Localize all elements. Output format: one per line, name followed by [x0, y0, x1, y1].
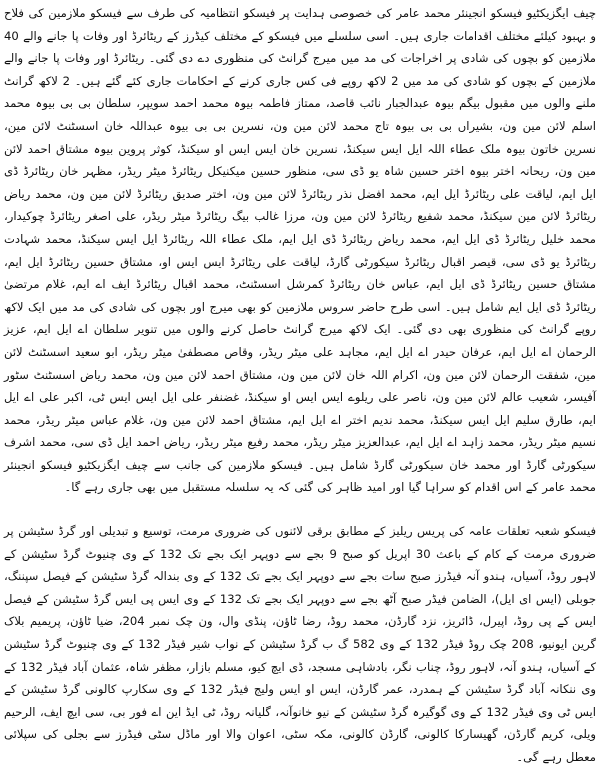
article-marriage-grant: چیف ایگزیکٹیو فیسکو انجینئر محمد عامر کی خصوصی ہدایت پر فیسکو انتظامیہ کی طرف سے فیسکو ملازمین کی فلاح و بہبود کیلئے مختلف اقدامات جاری ہیں۔ اسی سلسلے میں فیسکو کے مختلف کیڈرز کے ریٹائرڈ اور وفات پا جانے والے 40 ملازمین کو بچوں کی شادی پر اخراجات کی مد میں میرج گرانٹ کی منظوری دے دی گئی۔ ریٹائرڈ اور وفات پا جانے والے ملازمین کے بچوں کو شادی کی مد میں 2 لاکھ روپے فی کس جاری کرنے کے احکامات جاری کئے گئے ہیں۔ 2 لاکھ گرانٹ ملنے والوں میں مقبول بیگم بیوہ عبدالجبار نائب قاصد، ممتاز فاطمہ بیوہ محمد احمد سویپر، سلطان بی بی بیوہ محمد اسلم لائن مین ون، بشیراں بی بی بیوہ تاج محمد لائن مین ون، نسرین بی بی بیوہ عبداللہ خان اسسٹنٹ لائن مین، نسرین خاتون بیوہ ملک عطاء اللہ ایل ایس سیکنڈ، نسرین خان ایس ایس او سیکنڈ، کوثر پروین بیوہ مشتاق احمد لائن مین ون، ریحانہ اختر بیوہ اختر حسین شاہ یو ڈی سی، منظور حسین میکنیکل ریٹائرڈ میٹر ریڈر، مظہر خان ریٹائرڈ ڈی ایل ایم، لیاقت علی ریٹائرڈ ایل ایم، محمد افضل نذر ریٹائرڈ لائن مین ون، اختر صدیق ریٹائرڈ لائن مین ون، محمد ریاض ریٹائرڈ لائن مین سیکنڈ، محمد شفیع ریٹائرڈ لائن مین ون، مرزا غالب بیگ ریٹائرڈ میٹر ریڈر، علی اصغر ریٹائرڈ چوکیدار، محمد خلیل ریٹائرڈ ڈی ایل ایم، محمد ریاض ریٹائرڈ ڈی ایل ایم، ملک عطاء اللہ ریٹائرڈ ایل ایس سیکنڈ، محمد شہادت ریٹائرڈ یو ڈی سی، قیصر اقبال ریٹائرڈ سیکورٹی گارڈ، لیاقت علی ریٹائرڈ ایس ایس او، مشتاق حسین ریٹائرڈ ایل ایم، مشتاق حسین ریٹائرڈ ڈی ایل ایم، عباس خان ریٹائرڈ کمرشل اسسٹنٹ، محمد اقبال ریٹائرڈ ایف اے ایم، غلام مرتضیٰ ریٹائرڈ ڈی ایل ایم شامل ہیں۔ اسی طرح حاضر سروس ملازمین کو بھی میرج اور بچوں کی شادی کی مد میں ایک لاکھ روپے گرانٹ کی منظوری بھی دی گئی۔ ایک لاکھ میرج گرانٹ حاصل کرنے والوں میں تنویر سلطان اے ایل ایم، عزیز الرحمان اے ایل ایم، عرفان حیدر اے ایل ایم، مجاہد علی میٹر ریڈر، وقاص مصطفیٰ میٹر ریڈر، ابو سعید اسسٹنٹ لائن مین، شفقت الرحمان لائن مین ون، اکرام اللہ خان لائن مین ون، مشتاق احمد لائن مین ون، محمد ریاض اسسٹنٹ سٹور آفیسر، شعیب عالم لائن مین ون، ناصر علی ریلوے ایس ایس او سیکنڈ، غضنفر علی ایل ایس ایس ٹی، اکبر علی اے ایل ایم، طارق سلیم ایل ایس سیکنڈ، محمد ندیم اختر اے ایل ایم، مشتاق احمد لائن مین ون، غلام عباس میٹر ریڈر، محمد نسیم میٹر ریڈر، محمد زاہد اے ایل ایم، عبدالعزیز میٹر ریڈر، محمد رفیع میٹر ریڈر، ریاض احمد ایل ڈی سی، محمد اشرف سیکورٹی گارڈ اور محمد خان سیکورٹی گارڈ شامل ہیں۔ فیسکو ملازمین کی جانب سے چیف ایگزیکٹیو فیسکو انجینئر محمد عامر کے اس اقدام کو سراہا گیا اور امید ظاہر کی گئی کہ یہ سلسلہ مستقبل میں بھی جاری رہے گا۔ [4, 6, 597, 495]
article-power-shutdown: فیسکو شعبہ تعلقات عامہ کی پریس ریلیز کے مطابق برقی لائنوں کی ضروری مرمت، توسیع و تبدیلی اور گرڈ سٹیشن پر ضروری مرمت کے کام کے باعث 30 اپریل کو صبح 9 بجے سے دوپہر ایک بجے تک 132 کے وی چنیوٹ گرڈ سٹیشن کے لاہور روڈ، آسیاں، ہندو آنہ فیڈرز صبح سات بجے سے دوپہر ایک بجے تک 132 کے وی بندالہ گرڈ سٹیشن کے فیصل سپننگ، جوبلی (ایس ای ایل)، الضامن فیڈر صبح آٹھ بجے سے دوپہر ایک بجے تک 132 کے وی ایس پی ایس گرڈ سٹیشن کے فیصل ایس کے پی روڈ، اپیرل، ڈائریز، نزد گارڈن، محمد روڈ، رضا ٹاؤن، پنڈی وال، ون چک نمبر 204، ضیا ٹاؤن، پریمیم بلاک گرین ایونیو، 208 چک روڈ فیڈر 132 کے وی 582 گ ب گرڈ سٹیشن کے نواب شیر فیڈر 132 کے وی چنیوٹ گرڈ سٹیشن کے آسیاں، ہندو آنہ، لاہور روڈ، چناب نگر، بادشاہی مسجد، ڈی ایچ کیو، مسلم بازار، مظفر شاہ، عثمان آباد فیڈر 132 کے وی ننکانہ آباد گرڈ سٹیشن کے ہمدرد، عمر گارڈن، ایس او ایس ولیج فیڈر 132 کے وی سکارپ کالونی گرڈ سٹیشن کے ایس ٹی وی فیڈر 132 کے وی گوگیرہ گرڈ سٹیشن کے نیو خانوآنہ، گلیانہ روڈ، ٹی ایڈ این اے فور بی، سی ایچ ایف، الرحیم ویلی، کریم گارڈن، گھیسارکا کالونی، گارڈن کالونی، مکہ سٹی، اعوان والا اور ماڈل سٹی فیڈرز سے بجلی کی سپلائی معطل رہے گی۔ [4, 524, 597, 764]
